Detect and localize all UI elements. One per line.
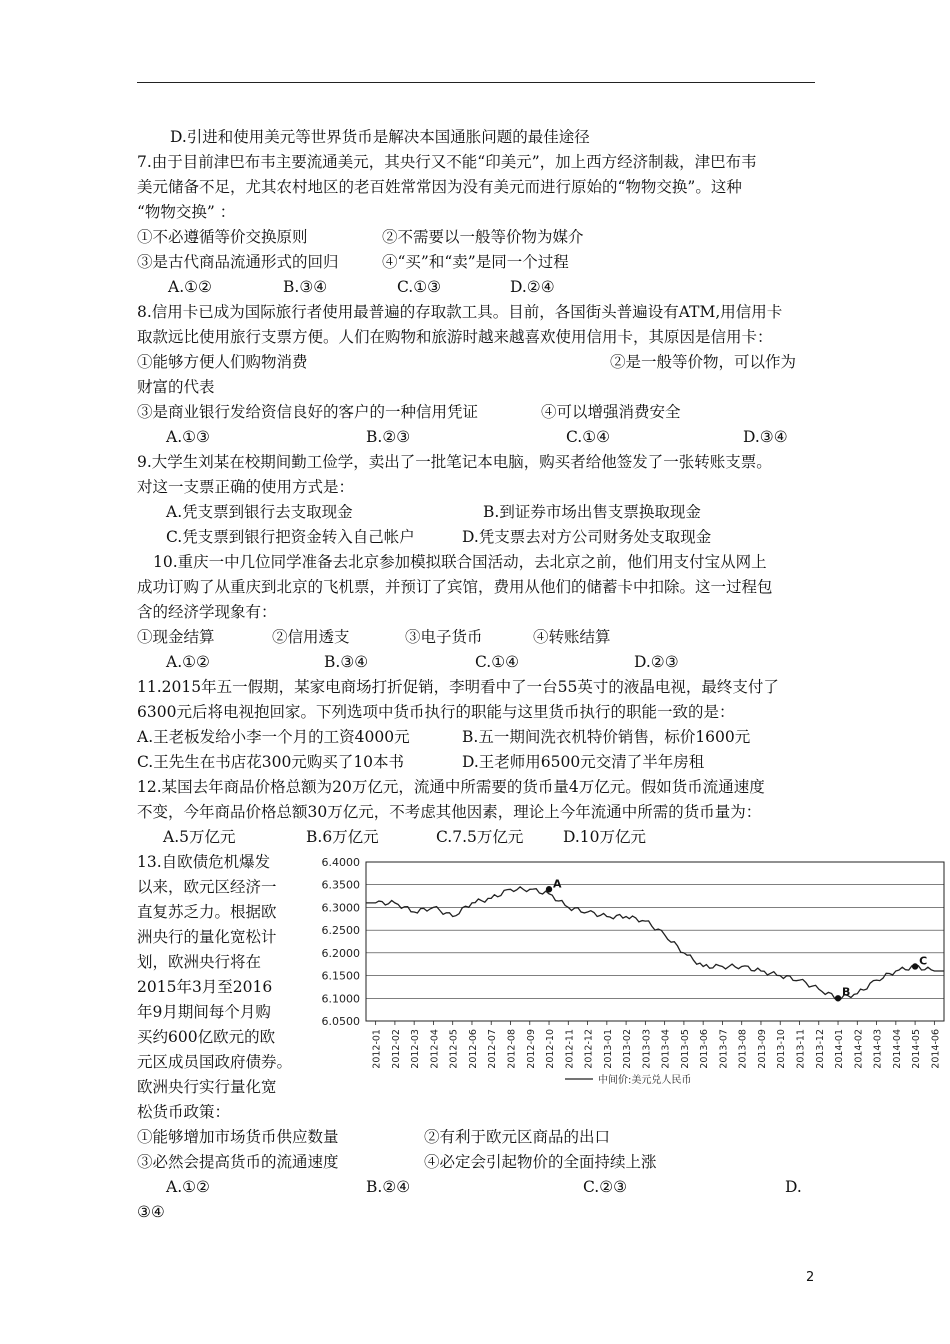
q12-stem-line1: 12.某国去年商品价格总额为20万亿元，流通中所需要的货币量4万亿元。假如货币流通速度 bbox=[137, 778, 765, 796]
x-tick-label: 2014-01 bbox=[834, 1029, 846, 1069]
y-tick-label: 6.1000 bbox=[321, 992, 360, 1006]
q13-text-line10: 欧洲央行实行量化宽 bbox=[137, 1078, 277, 1096]
q8-statement-2: ②是一般等价物，可以作为 bbox=[610, 353, 797, 371]
x-tick-label: 2013-04 bbox=[660, 1029, 672, 1069]
y-tick-label: 6.2000 bbox=[321, 946, 360, 960]
marker-c bbox=[912, 963, 918, 969]
x-tick-label: 2012-04 bbox=[429, 1029, 441, 1069]
x-tick-label: 2012-08 bbox=[506, 1029, 518, 1069]
q13-text-line3: 直复苏乏力。根据欧 bbox=[137, 903, 277, 921]
q12-option-d[interactable]: D.10万亿元 bbox=[563, 828, 647, 846]
x-tick-label: 2013-02 bbox=[622, 1029, 634, 1069]
q13-text-line1: 13.自欧债危机爆发 bbox=[137, 853, 271, 871]
x-tick-label: 2013-08 bbox=[737, 1029, 749, 1069]
x-tick-label: 2012-05 bbox=[448, 1029, 460, 1069]
series-line-usd-cny bbox=[366, 887, 944, 999]
exchange-rate-chart bbox=[300, 856, 948, 1088]
legend-label: 中间价:美元兑人民币 bbox=[598, 1075, 692, 1086]
q13-statement-4: ④必定会引起物价的全面持续上涨 bbox=[424, 1153, 657, 1171]
q7-option-a[interactable]: A.①② bbox=[168, 278, 212, 296]
x-tick-label: 2013-01 bbox=[602, 1029, 614, 1069]
q7-option-c[interactable]: C.①③ bbox=[397, 278, 442, 296]
x-tick-label: 2012-02 bbox=[390, 1029, 402, 1069]
q13-text-line9: 元区成员国政府债券。 bbox=[137, 1053, 293, 1071]
x-tick-label: 2012-11 bbox=[564, 1029, 576, 1069]
q13-statement-3: ③必然会提高货币的流通速度 bbox=[137, 1153, 339, 1171]
y-tick-label: 6.4000 bbox=[321, 856, 360, 869]
x-tick-label: 2012-03 bbox=[410, 1029, 422, 1069]
marker-label-b: B bbox=[842, 985, 851, 999]
q13-text-line7: 年9月期间每个月购 bbox=[137, 1003, 271, 1021]
x-tick-label: 2014-05 bbox=[911, 1029, 923, 1069]
x-tick-label: 2013-11 bbox=[795, 1029, 807, 1069]
q7-stem-line3: “物物交换” ： bbox=[137, 203, 236, 221]
q6-option-d: D.引进和使用美元等世界货币是解决本国通胀问题的最佳途径 bbox=[170, 128, 590, 146]
q13-option-a[interactable]: A.①② bbox=[166, 1178, 210, 1196]
q13-option-d-cont: ③④ bbox=[137, 1203, 165, 1221]
q11-option-b[interactable]: B.五一期间洗衣机特价销售，标价1600元 bbox=[462, 728, 751, 746]
q13-statement-2: ②有利于欧元区商品的出口 bbox=[424, 1128, 611, 1146]
chart-x-tick-labels bbox=[372, 1021, 942, 1069]
q10-option-a[interactable]: A.①② bbox=[166, 653, 210, 671]
x-tick-label: 2012-12 bbox=[583, 1029, 595, 1069]
q7-stem-line1: 7.由于目前津巴布韦主要流通美元，其央行又不能“印美元”，加上西方经济制裁，津巴布韦 bbox=[137, 153, 757, 171]
q11-option-a[interactable]: A.王老板发给小李一个月的工资4000元 bbox=[137, 728, 410, 746]
x-tick-label: 2012-01 bbox=[371, 1029, 383, 1069]
y-tick-label: 6.3000 bbox=[321, 901, 360, 915]
y-tick-label: 6.3500 bbox=[321, 878, 360, 892]
q13-text-line2: 以来，欧元区经济一 bbox=[137, 878, 277, 896]
q11-stem-line1: 11.2015年五一假期，某家电商场打折促销，李明看中了一台55英寸的液晶电视，最终支付了 bbox=[137, 678, 779, 696]
q11-option-d[interactable]: D.王老师用6500元交清了半年房租 bbox=[462, 753, 705, 771]
x-tick-label: 2014-03 bbox=[872, 1029, 884, 1069]
q12-option-c[interactable]: C.7.5万亿元 bbox=[436, 828, 524, 846]
q9-option-d[interactable]: D.凭支票去对方公司财务处支取现金 bbox=[462, 528, 712, 546]
x-tick-label: 2012-07 bbox=[487, 1029, 499, 1069]
q8-option-b[interactable]: B.②③ bbox=[366, 428, 411, 446]
q8-statement-3: ③是商业银行发给资信良好的客户的一种信用凭证 bbox=[137, 403, 479, 421]
marker-label-c: C bbox=[919, 954, 928, 968]
x-tick-label: 2013-07 bbox=[718, 1029, 730, 1069]
chart-y-tick-labels bbox=[322, 856, 361, 1028]
x-tick-label: 2013-06 bbox=[699, 1029, 711, 1069]
q10-stem-line1: 10.重庆一中几位同学准备去北京参加模拟联合国活动，去北京之前，他们用支付宝从网上 bbox=[153, 553, 767, 571]
q11-option-c[interactable]: C.王先生在书店花300元购买了10本书 bbox=[137, 753, 405, 771]
q8-stem-line1: 8.信用卡已成为国际旅行者使用最普遍的存取款工具。目前，各国街头普遍设有ATM,用信用卡 bbox=[137, 303, 783, 321]
q8-option-c[interactable]: C.①④ bbox=[566, 428, 611, 446]
q10-statement-2: ②信用透支 bbox=[272, 628, 350, 646]
header-rule bbox=[137, 82, 815, 83]
q10-statement-4: ④转账结算 bbox=[533, 628, 611, 646]
q13-text-line6: 2015年3月至2016 bbox=[137, 978, 273, 996]
x-tick-label: 2012-06 bbox=[467, 1029, 479, 1069]
x-tick-label: 2013-10 bbox=[776, 1029, 788, 1069]
page-number: 2 bbox=[806, 1270, 815, 1285]
q7-statement-2: ②不需要以一般等价物为媒介 bbox=[382, 228, 584, 246]
q12-stem-line2: 不变，今年商品价格总额30万亿元，不考虑其他因素，理论上今年流通中所需的货币量为： bbox=[137, 803, 762, 821]
q10-option-b[interactable]: B.③④ bbox=[324, 653, 369, 671]
q13-option-c[interactable]: C.②③ bbox=[583, 1178, 628, 1196]
q9-option-a[interactable]: A.凭支票到银行去支取现金 bbox=[166, 503, 353, 521]
q13-text-line4: 洲央行的量化宽松计 bbox=[137, 928, 277, 946]
q8-stem-line2: 取款远比使用旅行支票方便。人们在购物和旅游时越来越喜欢使用信用卡，其原因是信用卡： bbox=[137, 328, 773, 346]
q9-stem-line2: 对这一支票正确的使用方式是： bbox=[137, 478, 355, 496]
q9-option-b[interactable]: B.到证券市场出售支票换取现金 bbox=[483, 503, 701, 521]
q13-option-d[interactable]: D. bbox=[785, 1178, 802, 1196]
q12-option-a[interactable]: A.5万亿元 bbox=[163, 828, 236, 846]
q8-option-a[interactable]: A.①③ bbox=[166, 428, 210, 446]
x-tick-label: 2013-03 bbox=[641, 1029, 653, 1069]
marker-label-a: A bbox=[553, 877, 562, 891]
q10-stem-line2: 成功订购了从重庆到北京的飞机票，并预订了宾馆，费用从他们的储蓄卡中扣除。这一过程包 bbox=[137, 578, 773, 596]
q9-option-c[interactable]: C.凭支票到银行把资金转入自己帐户 bbox=[166, 528, 415, 546]
q9-stem-line1: 9.大学生刘某在校期间勤工俭学，卖出了一批笔记本电脑，购买者给他签发了一张转账支票。 bbox=[137, 453, 772, 471]
marker-b bbox=[835, 995, 841, 1001]
q7-statement-3: ③是古代商品流通形式的回归 bbox=[137, 253, 339, 271]
q7-option-b[interactable]: B.③④ bbox=[283, 278, 328, 296]
chart-grid bbox=[366, 862, 944, 1021]
x-tick-label: 2012-09 bbox=[525, 1029, 537, 1069]
q11-stem-line2: 6300元后将电视抱回家。下列选项中货币执行的职能与这里货币执行的职能一致的是： bbox=[137, 703, 735, 721]
plot-frame bbox=[366, 862, 944, 1021]
y-tick-label: 6.0500 bbox=[321, 1015, 360, 1028]
q13-statement-1: ①能够增加市场货币供应数量 bbox=[137, 1128, 339, 1146]
q8-statement-4: ④可以增强消费安全 bbox=[541, 403, 681, 421]
q13-option-b[interactable]: B.②④ bbox=[366, 1178, 411, 1196]
q12-option-b[interactable]: B.6万亿元 bbox=[306, 828, 379, 846]
x-tick-label: 2012-10 bbox=[545, 1029, 557, 1069]
y-tick-label: 6.2500 bbox=[321, 924, 360, 938]
q10-option-c[interactable]: C.①④ bbox=[475, 653, 520, 671]
q13-text-line5: 划，欧洲央行将在 bbox=[137, 953, 262, 971]
q7-statement-1: ①不必遵循等价交换原则 bbox=[137, 228, 308, 246]
q13-text-line11: 松货币政策： bbox=[137, 1103, 231, 1121]
q8-statement-1: ①能够方便人们购物消费 bbox=[137, 353, 308, 371]
q10-stem-line3: 含的经济学现象有： bbox=[137, 603, 277, 621]
q10-statement-3: ③电子货币 bbox=[405, 628, 483, 646]
x-tick-label: 2013-09 bbox=[756, 1029, 768, 1069]
y-tick-label: 6.1500 bbox=[321, 969, 360, 983]
q7-statement-4: ④“买”和“卖”是同一个过程 bbox=[382, 253, 569, 271]
x-tick-label: 2013-12 bbox=[814, 1029, 826, 1069]
x-tick-label: 2013-05 bbox=[679, 1029, 691, 1069]
x-tick-label: 2014-04 bbox=[891, 1029, 903, 1069]
q13-text-line8: 买约600亿欧元的欧 bbox=[137, 1028, 276, 1046]
x-tick-label: 2014-02 bbox=[853, 1029, 865, 1069]
marker-a bbox=[546, 886, 552, 892]
q8-option-d[interactable]: D.③④ bbox=[743, 428, 788, 446]
q7-stem-line2: 美元储备不足，尤其农村地区的老百姓常常因为没有美元而进行原始的“物物交换”。这种 bbox=[137, 178, 742, 196]
q8-statement-2-cont: 财富的代表 bbox=[137, 378, 215, 396]
q10-option-d[interactable]: D.②③ bbox=[634, 653, 679, 671]
q7-option-d[interactable]: D.②④ bbox=[510, 278, 555, 296]
q10-statement-1: ①现金结算 bbox=[137, 628, 215, 646]
x-tick-label: 2014-06 bbox=[930, 1029, 942, 1069]
